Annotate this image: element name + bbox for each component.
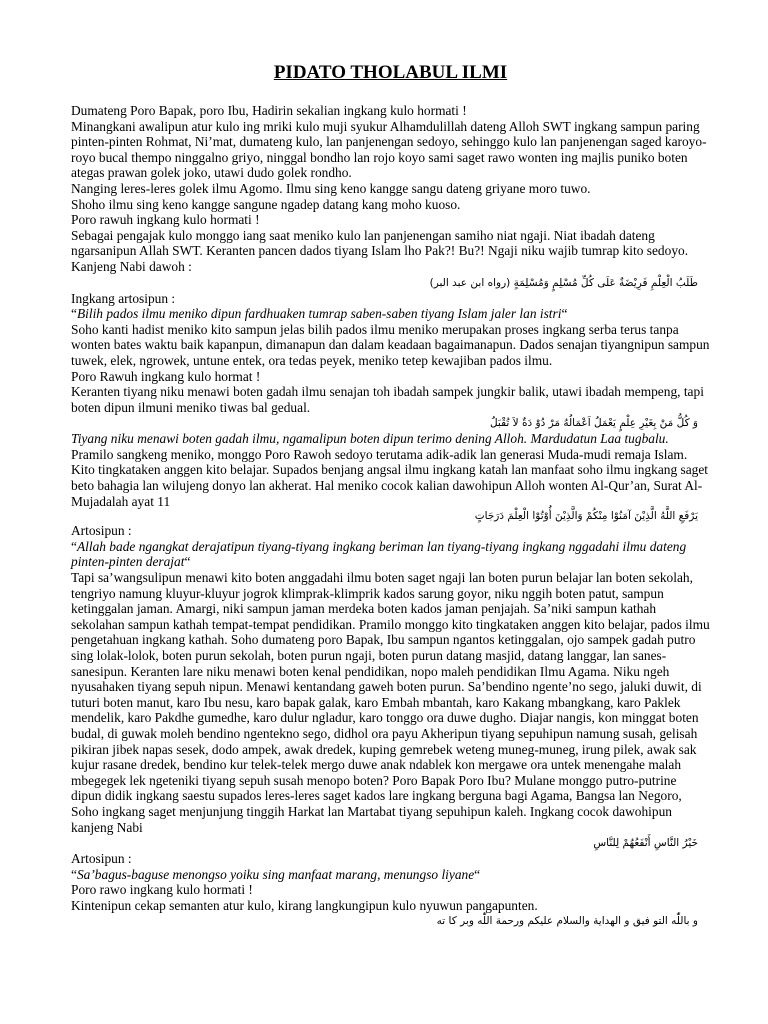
arabic-hadith: خَيْرُ النَّاسِ أَنْفَعُهُمْ لِلنَّاسِ [593,837,698,850]
quote-open: “ [71,538,77,554]
arabic-hadith: طَلَبُ الْعِلْمِ فَرِيْضَةٌ عَلَى كُلِّ مُسْلِمٍ وَمُسْلِمَةٍ (رواه ابن عبد البر) [429,276,698,289]
quote-text: Bilih pados ilmu meniko dipun fardhuaken tumrap saben-saben tiyang Islam jaler lan istri [76,306,562,322]
paragraph: Pramilo sangkeng meniko, monggo Poro Rawoh sedoyo terutama adik-adik lan generasi Muda-mudi remaja Islam. Kito tingkataken anggen kito belajar. Supados benjang angsal ilmu ingkang katah lan manfaat soho ilmu ingkang saget beto bahagia lan wilujeng donyo lan akherat. Hal meniko cocok kalian dawohipun Alloh wonten Al-Qur’an, Surat Al-Mujadalah ayat 11 [71,446,709,509]
quote-close: “ [184,554,191,570]
paragraph: Minangkani awalipun atur kulo ing mriki kulo muji syukur Alhamdulillah dateng Alloh SWT ingkang sampun paring pinten-pinten Rohmat, Ni’mat, dumateng kulo, lan panjenengan sedoyo, sehinggo kulo lan panjenengan saged karoyo-royo bucal thempo ninggalno griyo, ninggal bondho lan rojo koyo sami saget rawo wonten ing majlis puniko boten ategas prawan golek joko, utawi dudo golek rondho. [71,118,707,181]
paragraph: Artosipun : [71,523,132,539]
paragraph: Keranten tiyang niku menawi boten gadah ilmu senajan toh ibadah sampek jungkir balik, utawi ibadah mempeng, tapi boten dipun ilmuni meniko tiwas bal gedual. [71,384,704,415]
quote-open: “ [71,306,77,322]
quote-text: Sa’bagus-baguse menongso yoiku sing manfaat marang, menungso liyane [76,866,475,882]
quote-close: “ [561,306,568,322]
quote [71,867,710,883]
paragraph: Poro rawo ingkang kulo hormati ! [71,882,253,898]
paragraph: Tapi sa’wangsulipun menawi kito boten anggadahi ilmu boten saget ngaji lan boten purun belajar lan boten sekolah, tengriyo namung kluyur-kluyur jogrok klimprak-klimprik kados sarung goyor, niku nggih boten patut, sampun ketinggalan jaman. Amargi, niki sampun jaman merdeka boten kados jaman penjajah. Sa’niki sampun kathah sekolahan sampun kathah tempat-tempat pendidikan. Pramilo monggo kito tingkataken anggen kito belajar, pados ilmu pengetahuan ingkang kathah. Soho dumateng poro Bapak, Ibu sampun ngantos ketinggalan, ojo sampek gadah putro sing lolak-lolok, boten purun sekolah, boten purun ngaji, boten purun datang masjid, datang langgar, lan sanes-sanesipun. Keranten lare niku menawi boten kenal pendidikan, nopo maleh pendidikan Ilmu Agama. Niku ngeh nyusahaken tiyang sepuh nipun. Menawi kentandang gaweh boten purun. Sa’bendino ngente’no sego, jaluki duwit, di tuturi boten manut, karo Ibu nesu, karo bapak galak, karo Embah mbantah, karo Kakang mbangkang, karo Paklek mendelik, karo Pakdhe gumedhe, karo dulur ngladur, karo tonggo ora duwe dugho. Diajar nangis, kon minggat boten budal, di guwak moleh bendino ngentekno sego, didhol ora payu Akheripun tiyang sepuhipun namung susah, gelisah pikiran jibek napas sesek, dodo ampek, awak dredek, kuping gemrebek weteng muneg-muneg, irung pilek, awak sak kujur rasane dredek, bendino kur telek-telek mergo duwe anak ndablek kon mergawe ora untek menengahe malah mbegegek lek ngeteniki tiyang sepuh susah menopo boten? Poro Bapak Poro Ibu? Mulane monggo putro-putrine dipun didik ingkang saestu supados leres-leres saget kados lare ingkang berguna bagi Agama, Bangsa lan Negoro, Soho ingkang saget menjunjung tinggih Harkat lan Martabat tiyang sepuhipun kaleh. Ingkang cocok dawohipun kanjeng Nabi [71,570,710,835]
paragraph: Ingkang artosipun : [71,290,176,306]
paragraph: Kintenipun cekap semanten atur kulo, kirang langkungipun kulo nyuwun pangapunten. [71,897,538,913]
paragraph: Nanging leres-leres golek ilmu Agomo. Ilmu sing keno kangge sangu dateng griyane moro tuwo. [71,180,591,196]
arabic-verse: وَ كُلُّ مَنْ بِغَيْرِ عِلْمٍ يَعْمَلُ اَعْمَالُهُ مَرْ دُوْ دَةٌ لاَ تُقْبَلُ [489,417,698,430]
paragraph: Sebagai pengajak kulo monggo iang saat meniko kulo lan panjenengan samiho niat ngaji. Niat ibadah dateng ngarsanipun Allah SWT. Keranten pancen dados tiyang Islam lho Pak?! Bu?! Ngaji niku wajib tumrap kito sedoyo. Kanjeng Nabi dawoh : [71,227,689,274]
page-title: PIDATO THOLABUL ILMI [273,62,508,83]
arabic-ayat: يَرْفَعِ اللَّهُ الَّذِيْنَ آمَنُوْا مِنْكُمْ وَالَّذِيْنَ أُوْتُوْا الْعِلْمَ دَرَجَاتٍ [474,510,698,523]
paragraph: Poro rawuh ingkang kulo hormati ! [71,212,260,228]
quote-text: Allah bade ngangkat derajatipun tiyang-tiyang ingkang beriman lan tiyang-tiyang ingkang nggadahi ilmu dateng pinten-pinten derajat [71,538,687,570]
paragraph: Shoho ilmu sing keno kangge sangune ngadep datang kang moho kuoso. [71,196,461,212]
arabic-closing: و باللّٰه التو فيق و الهداية والسلام عليكم ورحمة اللّٰه وبر كا ته [436,914,698,927]
paragraph: Poro Rawuh ingkang kulo hormat ! [71,368,261,384]
quote-open: “ [71,866,77,882]
paragraph: Artosipun : [71,851,132,867]
paragraph: Dumateng Poro Bapak, poro Ibu, Hadirin sekalian ingkang kulo hormati ! [71,103,467,118]
quote [71,306,710,322]
quote-close: “ [474,866,481,882]
quote [71,539,710,570]
paragraph: Soho kanti hadist meniko kito sampun jelas bilih pados ilmu meniko merupakan proses ingkang serba terus tanpa wonten bates waktu baik kapanpun, dimanapun dan dalam keadaan bagaimanapun. Dados senajan tiyangnipun sampun tuwek, elek, ngrowek, untune entek, ora tedas peyek, meniko tetep kewajiban pados ilmu. [71,321,710,368]
paragraph-italic: Tiyang niku menawi boten gadah ilmu, ngamalipun boten dipun terimo dening Alloh. Mardudatun Laa tugbalu. [71,431,669,447]
